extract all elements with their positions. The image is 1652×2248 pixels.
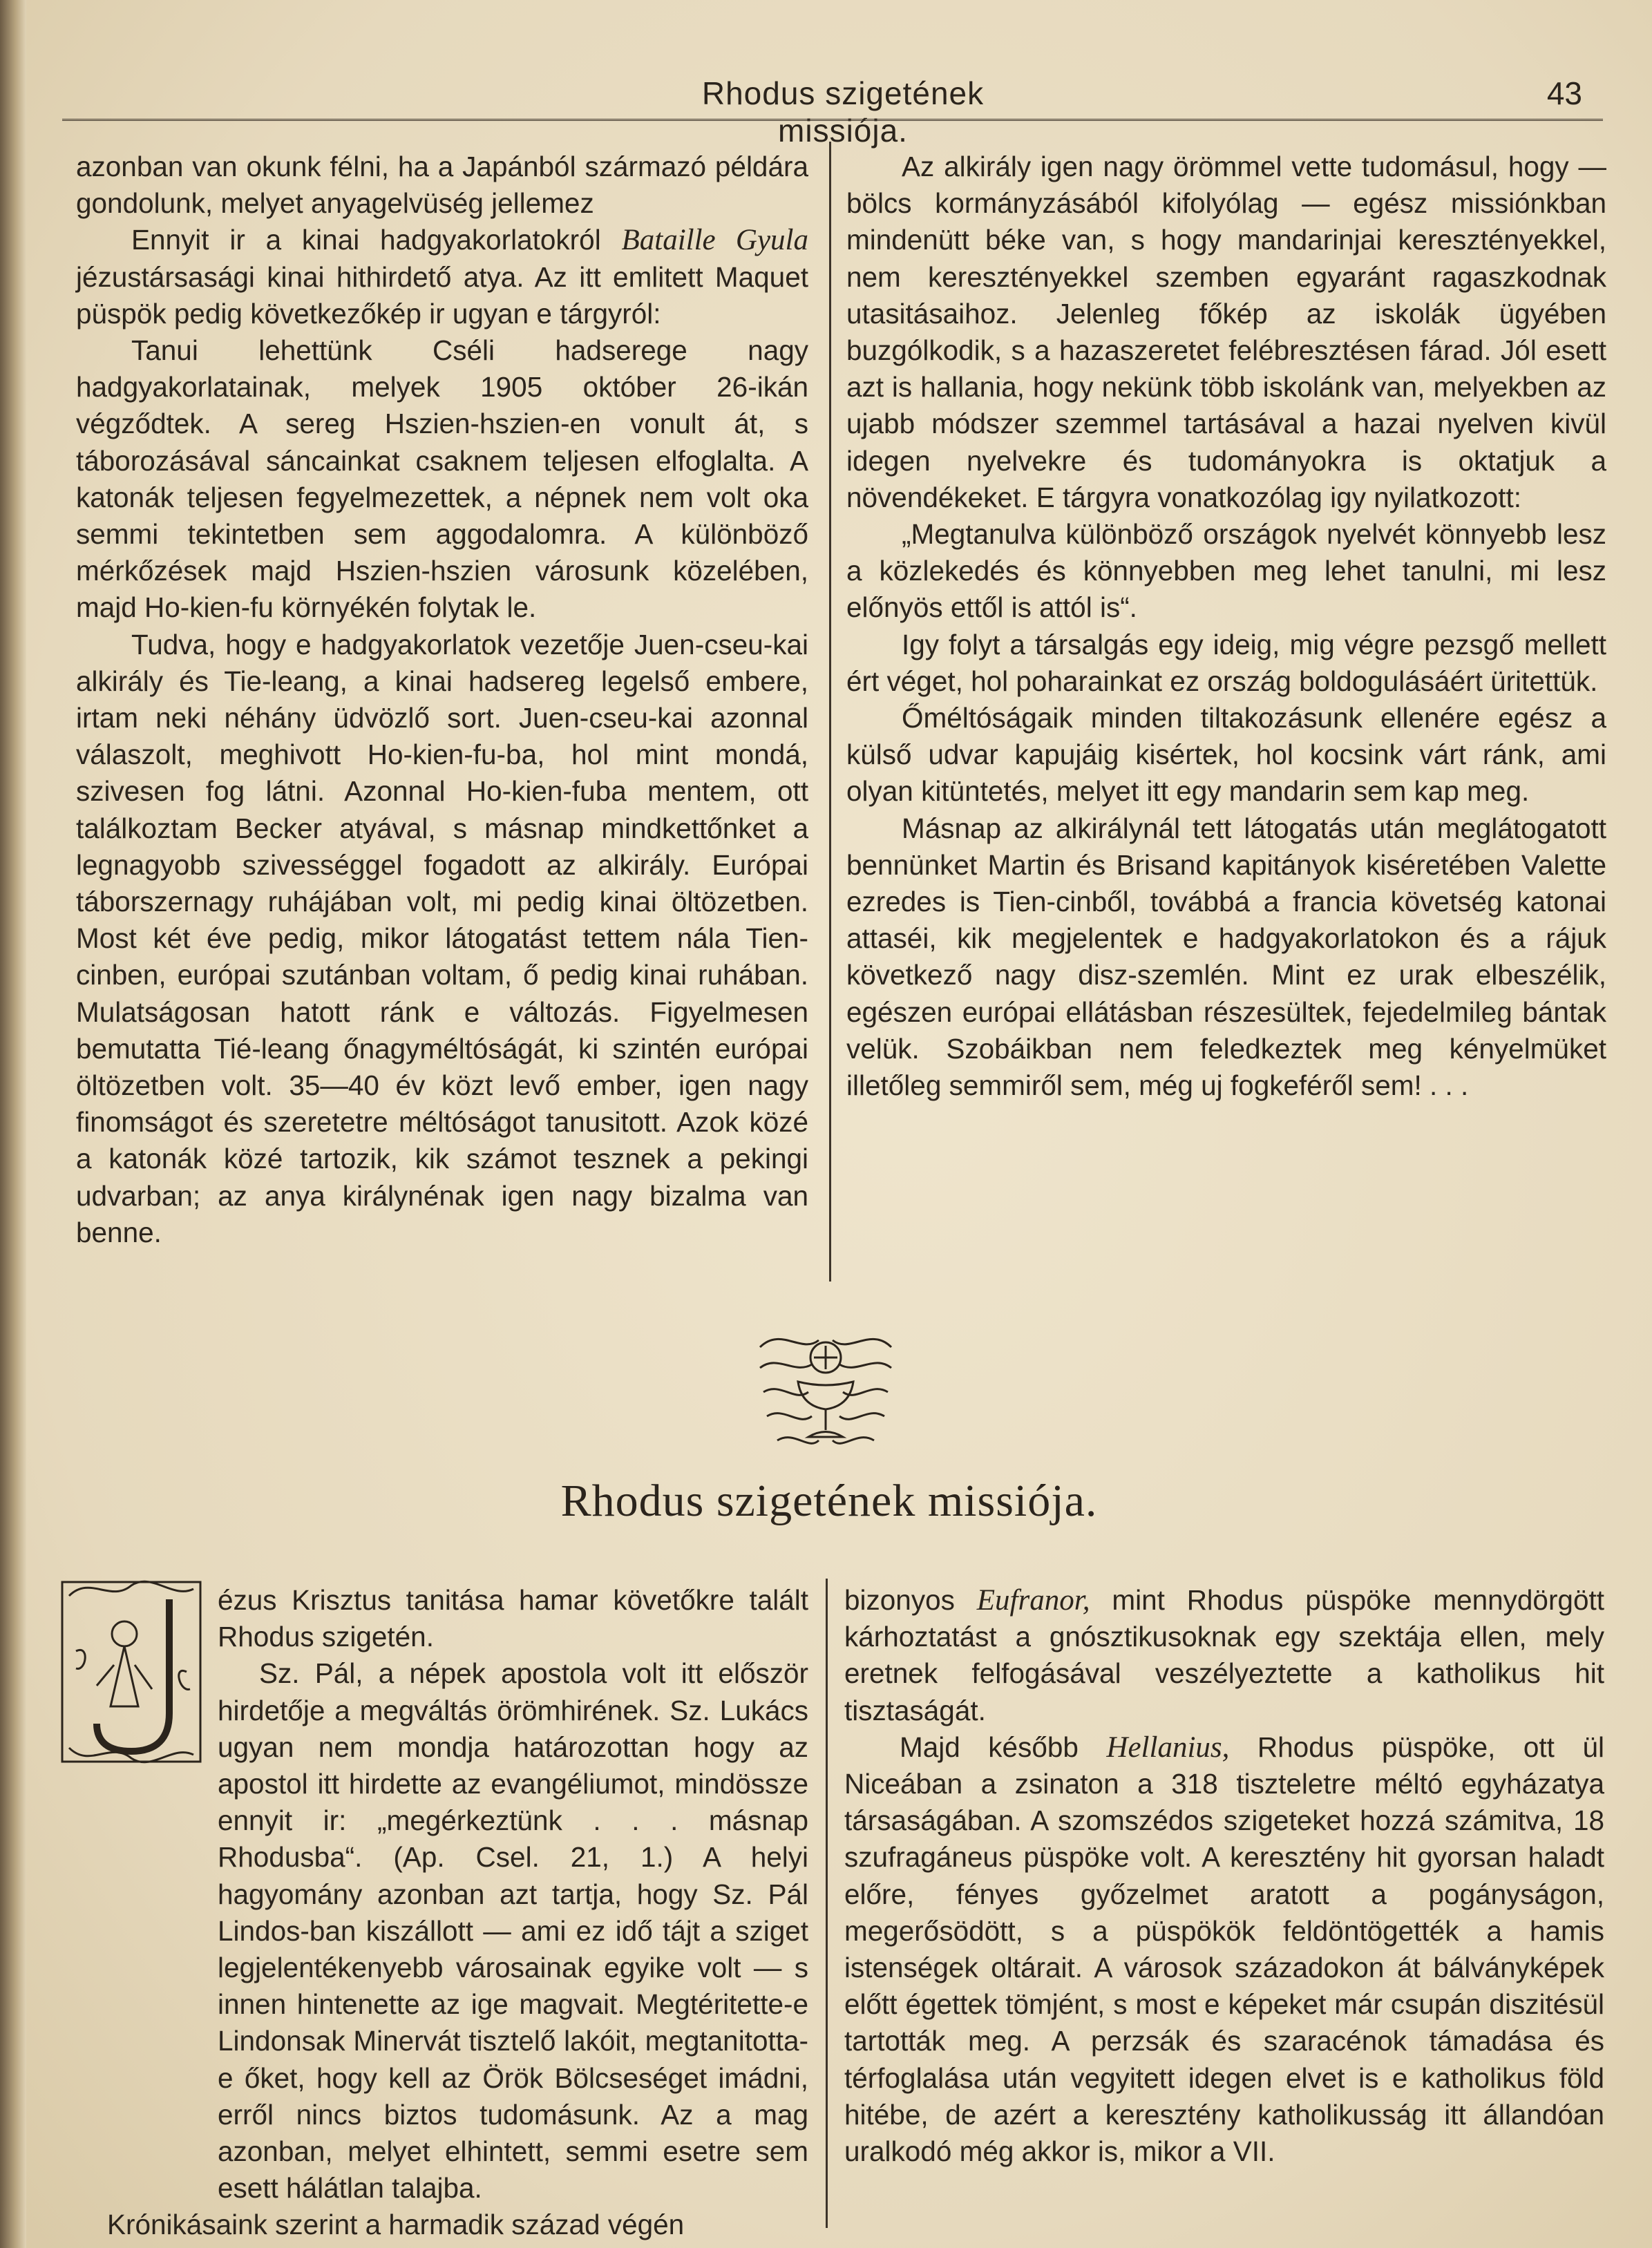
paragraph: Igy folyt a társalgás egy ideig, mig végre pezsgő mellett ért véget, hol poharainkat ez ország boldogulásáért üritettük.	[846, 628, 1606, 697]
running-title: Rhodus szigetének missiója.	[701, 75, 985, 149]
column-divider	[826, 1579, 828, 2228]
chalice-ornament-icon	[753, 1326, 898, 1458]
paragraph: Másnap az alkirálynál tett látogatás után meglátogatott bennünket Martin és Brisand kapitányok kiséretében Valette ezredes is Tien-cinből, továbbá a francia követség katonai attaséi, kik megjelentek e hadgyakorlatokon és a rájuk következő nagy disz-szemlén. Mint ez urak elbeszélik, egészen európai ellátásban részesültek, fejedelmileg bántak velük. Szobáikban nem feledkeztek meg kényelmüket illetőleg semmiről sem, még uj fogkeféről sem! . . .	[846, 812, 1606, 1102]
paragraph: Majd később Hellanius, Rhodus püspöke, ott ül Niceában a zsinaton a 318 tiszteletre méltó egyházatya társaságában. A szomszédos szigeteket hozzá számitva, 18 szufragáneus püspöke volt. A keresztény hit gyorsan haladt előre, fényes győzelmet aratott a pogányságon, megerősödött, s a püspökök feldöntögették a hamis istenségek oltárait. A városok századokon át bálványképek előtt égettek tömjént, s most e képeket már csupán diszitésül tartották meg. A perzsák és szaracénok támadása és térfoglalása után vegyitett idegen elvet is e katholikus föld hitébe, de azért a keresztény katholikusság itt állandóan uralkodó még akkor is, mikor a VII.	[844, 1731, 1604, 2168]
paragraph: azonban van okunk félni, ha a Japánból származó példára gondolunk, melyet anyagelvüség jellemez	[76, 151, 808, 220]
section-title: Rhodus szigetének missiója.	[560, 1476, 1098, 1526]
paragraph: Tudva, hogy e hadgyakorlatok vezetője Juen-cseu-kai alkirály és Tie-leang, a kinai hadsereg legelső embere, irtam neki néhány üdvözlő sort. Juen-cseu-kai azonnal válaszolt, meghivott Ho-kien-fu-ba, hol mint mondá, szivesen fog látni. Azonnal Ho-kien-fuba mentem, ott találkoztam Becker atyával, s másnap mindkettőnket a legnagyobb szivességgel fogadott az alkirály. Európai táborszernagy ruhájában volt, mi pedig kinai öltözetben. Most két éve pedig, mikor látogatást tettem nála Tien-cinben, európai szutánban voltam, ő pedig kinai ruhában. Mulatságosan hatott ránk e változás. Figyelmesen bemutatta Tié-leang őnagyméltóságát, ki szintén európai öltözetben volt. 35—40 év közt levő ember, igen nagy finomságot és szeretetre méltóságot tanusitott. Azok közé a katonák közé tartozik, kik számot tesznek a pekingi udvarban; az anya királynénak igen nagy bizalma van benne.	[76, 628, 808, 1248]
paragraph: Az alkirály igen nagy örömmel vette tudomásul, hogy — bölcs kormányzásából kifolyólag — egész missiónkban mindenütt béke van, s hogy mandarinjai keresztényekkel, nem keresztényekkel szemben egyaránt ragaszkodnak utasitásaihoz. Jelenleg főkép az iskolák ügyében buzgólkodik, s a hazaszeretet felébresztésen fárad. Jól esett azt is hallania, hogy nekünk több iskolánk van, melyekben az ujabb módszer szemmel tartásával a hazai nyelven kivül idegen nyelvekre és tudományokra is oktatjuk a növendékeket. E tárgyra vonatkozólag igy nyilatkozott:	[846, 151, 1606, 513]
book-spine-shadow	[0, 0, 26, 2248]
top-right-column	[846, 149, 1606, 1104]
section-left-column	[52, 1582, 808, 2244]
header-rule	[62, 119, 1603, 121]
opening-paragraph: ézus Krisztus tanitása hamar követőkre talált Rhodus szigetén.	[218, 1584, 808, 1653]
section-right-column	[844, 1582, 1604, 2170]
quote-paragraph: „Megtanulva különböző országok nyelvét könnyebb lesz a közlekedés és könnyebben meg lehet tanulni, mi lesz előnyös ettől is attól is“.	[846, 518, 1606, 624]
person-name: Eufranor,	[976, 1584, 1090, 1617]
top-left-column	[76, 149, 808, 1251]
paragraph: bizonyos Eufranor, mint Rhodus püspöke mennydörgött kárhoztatást a gnósztikusoknak egy szektája ellen, mely eretnek felfogásával veszélyeztette a katholikus hit tisztaságát.	[844, 1584, 1604, 1726]
author-name: Bataille Gyula	[621, 224, 808, 257]
paragraph: Sz. Pál, a népek apostola volt itt először hirdetője a megváltás örömhirének. Sz. Lukács ugyan nem mondja határozottan hogy az apostol itt hirdette az evangéliumot, mindössze ennyit ir: „megérkeztünk . . . másnap Rhodusba“. (Ap. Csel. 21, 1.) A helyi hagyomány azonban azt tartja, hogy Sz. Pál Lindos-ban kiszállott — ami ez idő tájt a sziget legjelentékenyebb városainak egyike volt — s innen hintenette az ige magvait. Megtéritette-e Lindonsak Minervát tisztelő lakóit, megtanitotta-e őket, hogy kell az Örök Bölcseséget imádni, erről nincs biztos tudomásunk. Az a mag azonban, melyet elhintett, semmi esetre sem esett hálátlan talajba.	[218, 1657, 808, 2204]
page-number: 43	[1546, 75, 1582, 111]
person-name: Hellanius,	[1106, 1731, 1230, 1764]
paragraph: Krónikásaink szerint a harmadik század végén	[107, 2209, 685, 2241]
paragraph: Ennyit ir a kinai hadgyakorlatokról Bataille Gyula jézustársasági kinai hithirdető atya. Az itt emlitett Maquet püspök pedig következőkép ir ugyan e tárgyról:	[76, 224, 808, 330]
paragraph: Tanui lehettünk Cséli hadserege nagy hadgyakorlatainak, melyek 1905 október 26-ikán végződtek. A sereg Hszien-hszien-en vonult át, s táborozásával sáncainkat csaknem teljesen elfoglalta. A katonák teljesen fegyelmezettek, a népnek nem volt oka semmi tekintetben sem aggodalomra. A különböző mérkőzések majd Hszien-hszien városunk közelében, majd Ho-kien-fu környékén folytak le.	[76, 334, 808, 624]
column-divider	[829, 142, 831, 1282]
paragraph: Őméltóságaik minden tiltakozásunk ellenére egész a külső udvar kapujáig kisértek, hol kocsink várt ránk, ami olyan kitüntetés, melyet itt egy mandarin sem kap meg.	[846, 702, 1606, 808]
